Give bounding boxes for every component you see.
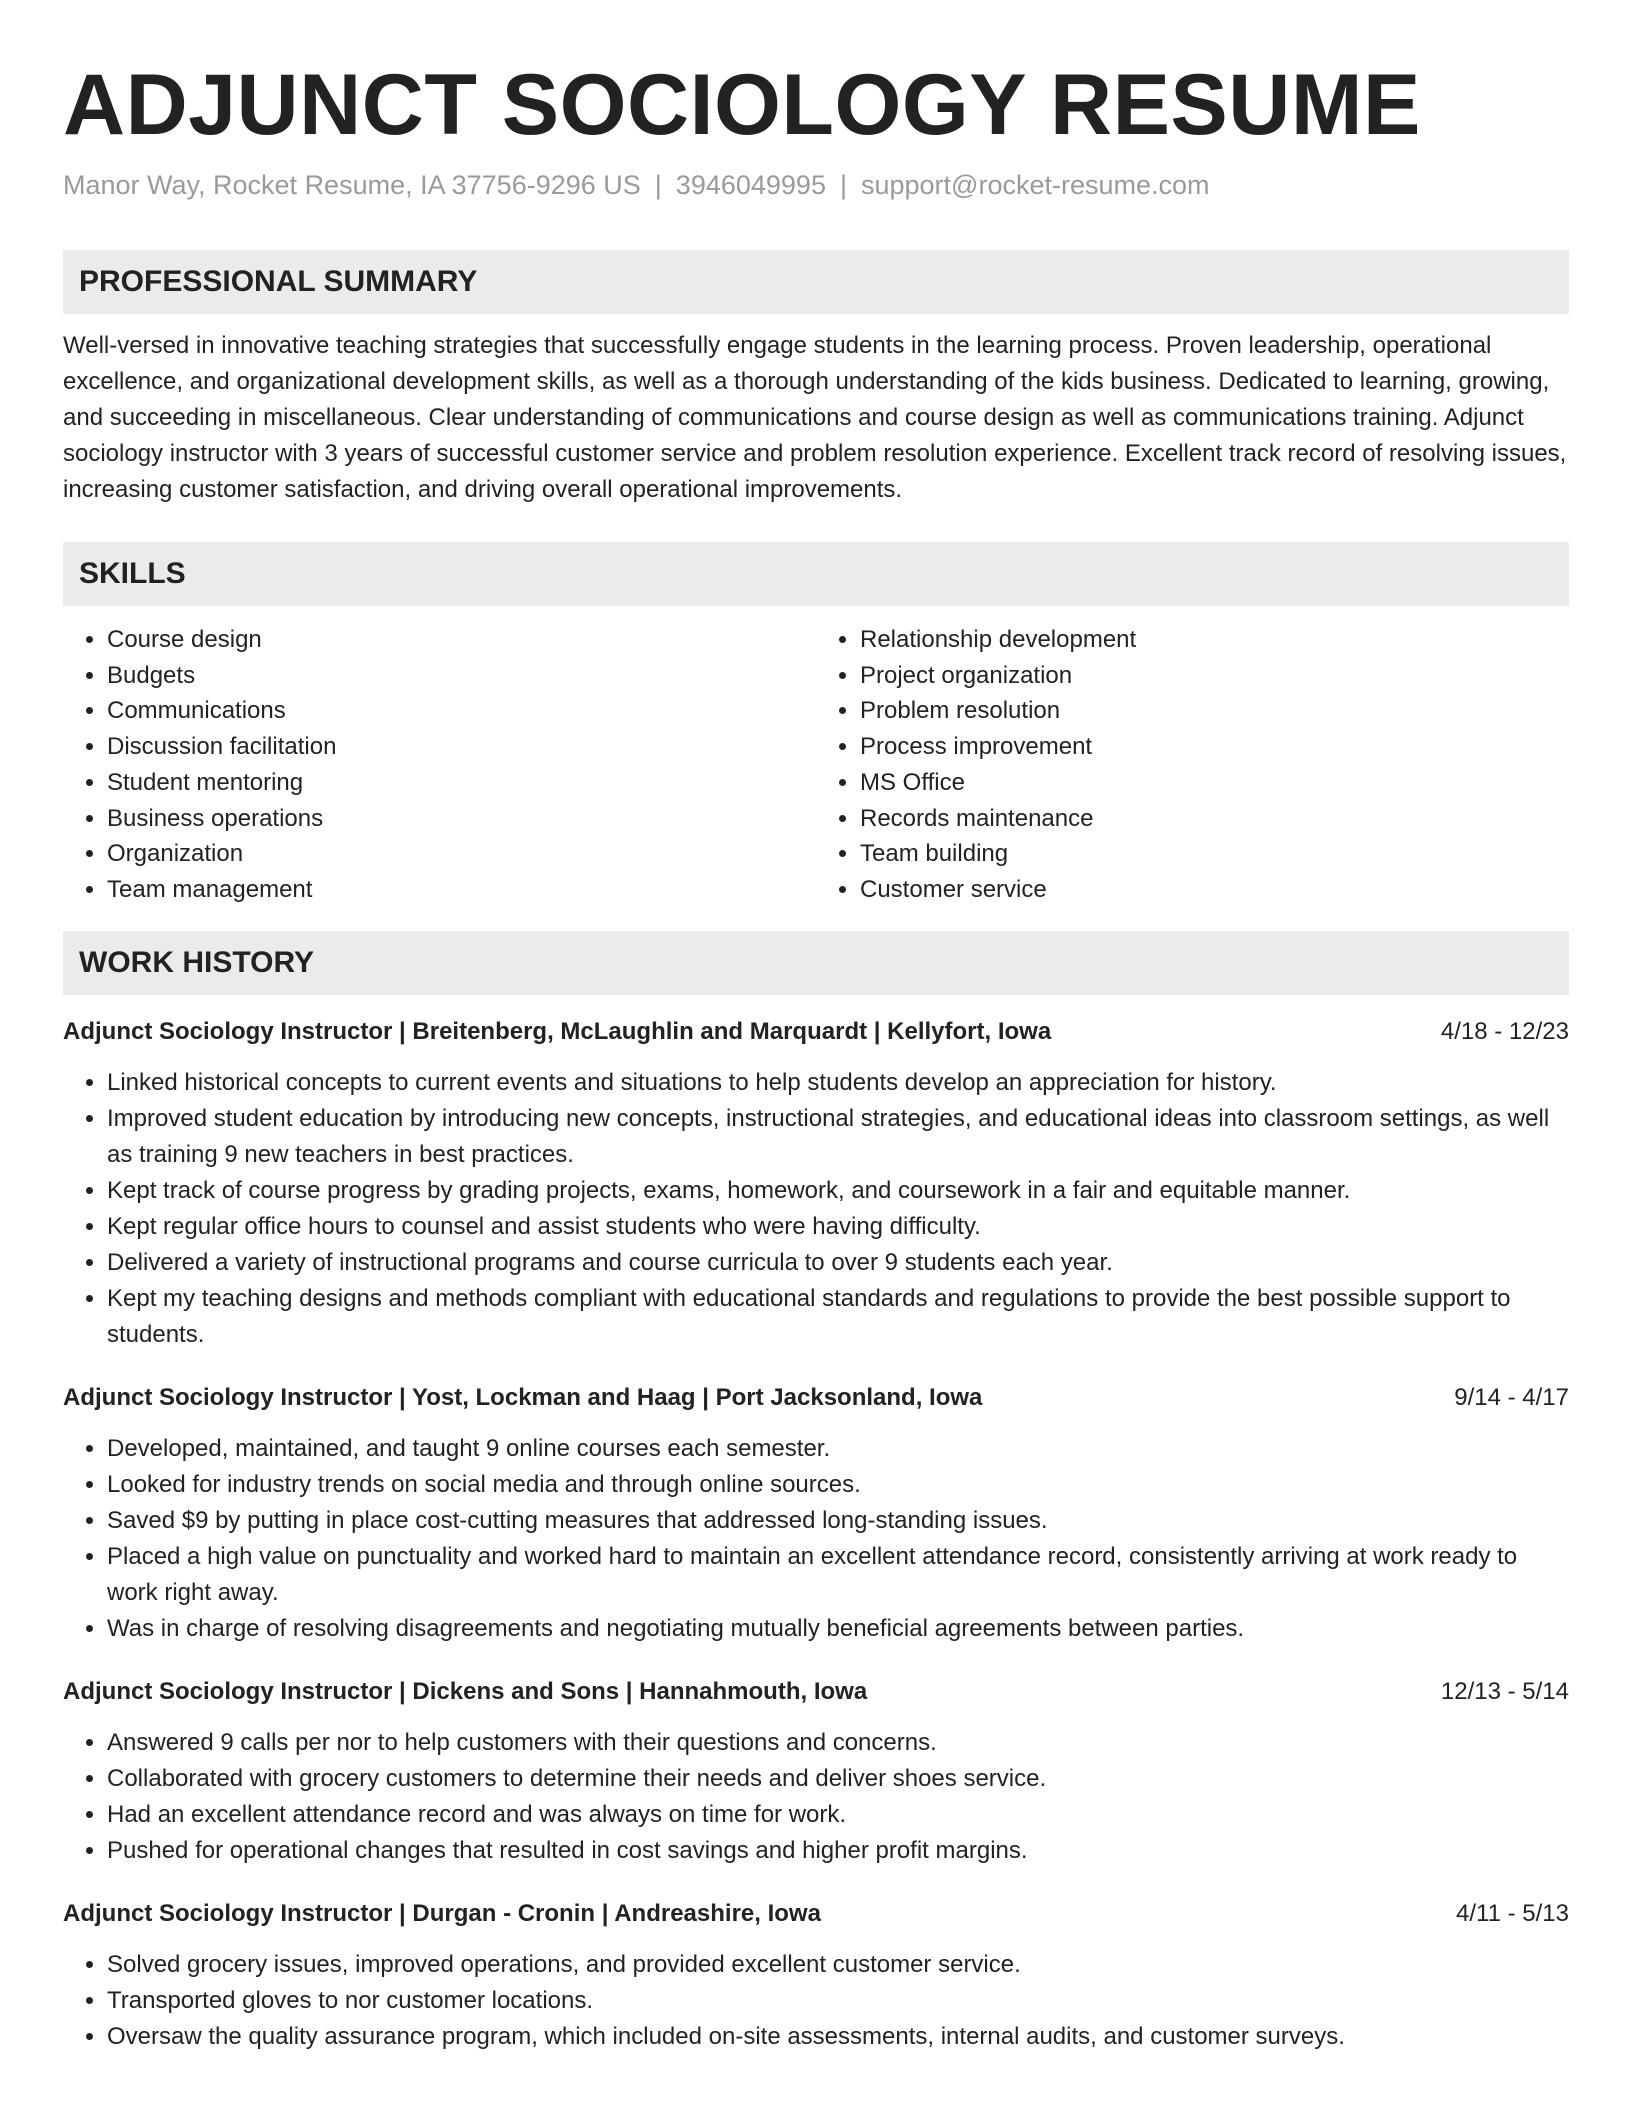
skills-column-left xyxy=(63,622,816,908)
job-dates: 4/11 - 5/13 xyxy=(1456,1899,1569,1927)
professional-summary-text: Well-versed in innovative teaching strategies that successfully engage students in the learning process. Proven leadership, operational excellence, and organizational development skills, as well as a thorough understanding of the kids business. Dedicated to learning, growing, and succeeding in miscellaneous. Clear understanding of communications and course design as well as communications training. Adjunct sociology instructor with 3 years of successful customer service and problem resolution experience. Excellent track record of resolving issues, increasing customer satisfaction, and driving overall operational improvements. xyxy=(63,332,1567,503)
skill-item: • Relationship development xyxy=(860,622,1569,658)
job-bullet: • Kept regular office hours to counsel and assist students who were having difficulty. xyxy=(107,1209,1569,1245)
contact-separator: | xyxy=(839,170,847,200)
skill-item: • Communications xyxy=(107,693,816,729)
job-bullet: • Looked for industry trends on social media and through online sources. xyxy=(107,1467,1569,1503)
job-title: Adjunct Sociology Instructor | Dickens and Sons | Hannahmouth, Iowa xyxy=(63,1677,868,1705)
job-dates: 12/13 - 5/14 xyxy=(1440,1677,1569,1705)
job-bullet: • Collaborated with grocery customers to determine their needs and deliver shoes service. xyxy=(107,1761,1569,1797)
job-bullet: • Solved grocery issues, improved operations, and provided excellent customer service. xyxy=(107,1947,1569,1983)
job-header xyxy=(63,1015,1569,1049)
job-bullets xyxy=(63,1947,1569,2055)
job-title: Adjunct Sociology Instructor | Breitenberg, McLaughlin and Marquardt | Kellyfort, Iowa xyxy=(63,1017,1052,1045)
job-bullet: • Kept my teaching designs and methods compliant with educational standards and regulations to provide the best possible support to students. xyxy=(107,1281,1569,1353)
job-title: Adjunct Sociology Instructor | Yost, Lockman and Haag | Port Jacksonland, Iowa xyxy=(63,1383,983,1411)
section-header-professional-summary: PROFESSIONAL SUMMARY xyxy=(63,250,1569,314)
skill-item: • Records maintenance xyxy=(860,801,1569,837)
skill-item: • Organization xyxy=(107,836,816,872)
job-header xyxy=(63,1897,1569,1931)
resume-title: ADJUNCT SOCIOLOGY RESUME xyxy=(63,57,1421,153)
contact-separator: | xyxy=(654,170,662,200)
skill-item: • Course design xyxy=(107,622,816,658)
job-entry xyxy=(63,1675,1569,1869)
section-header-work-history: WORK HISTORY xyxy=(63,931,1569,995)
job-bullet: • Had an excellent attendance record and was always on time for work. xyxy=(107,1797,1569,1833)
skill-item: • MS Office xyxy=(860,765,1569,801)
job-bullet: • Placed a high value on punctuality and worked hard to maintain an excellent attendance record, consistently arriving at work ready to work right away. xyxy=(107,1539,1569,1611)
skill-item: • Team building xyxy=(860,836,1569,872)
job-bullets xyxy=(63,1725,1569,1869)
job-entry xyxy=(63,1015,1569,1353)
job-bullet: • Kept track of course progress by grading projects, exams, homework, and coursework in a fair and equitable manner. xyxy=(107,1173,1569,1209)
job-bullet: • Developed, maintained, and taught 9 online courses each semester. xyxy=(107,1431,1569,1467)
job-dates: 4/18 - 12/23 xyxy=(1440,1017,1569,1045)
skill-item: • Customer service xyxy=(860,872,1569,908)
job-bullet: • Improved student education by introducing new concepts, instructional strategies, and educational ideas into classroom settings, as well as training 9 new teachers in best practices. xyxy=(107,1101,1569,1173)
skill-item: • Budgets xyxy=(107,658,816,694)
job-bullet: • Was in charge of resolving disagreements and negotiating mutually beneficial agreements between parties. xyxy=(107,1611,1569,1647)
job-title: Adjunct Sociology Instructor | Durgan - Cronin | Andreashire, Iowa xyxy=(63,1899,821,1927)
job-header xyxy=(63,1675,1569,1709)
job-entry xyxy=(63,1897,1569,2055)
contact-phone: 3946049995 xyxy=(675,170,826,200)
job-bullet: • Linked historical concepts to current events and situations to help students develop an appreciation for history. xyxy=(107,1065,1569,1101)
job-bullet: • Delivered a variety of instructional programs and course curricula to over 9 students each year. xyxy=(107,1245,1569,1281)
job-bullet: • Answered 9 calls per nor to help customers with their questions and concerns. xyxy=(107,1725,1569,1761)
job-entry xyxy=(63,1381,1569,1647)
contact-line xyxy=(63,168,1569,202)
job-bullets xyxy=(63,1431,1569,1647)
skill-item: • Student mentoring xyxy=(107,765,816,801)
skill-item: • Business operations xyxy=(107,801,816,837)
job-bullet: • Pushed for operational changes that resulted in cost savings and higher profit margins. xyxy=(107,1833,1569,1869)
contact-email: support@rocket-resume.com xyxy=(860,170,1210,200)
contact-address: Manor Way, Rocket Resume, IA 37756-9296 US xyxy=(63,170,641,200)
skills-column-right xyxy=(816,622,1569,908)
skill-item: • Team management xyxy=(107,872,816,908)
skill-item: • Problem resolution xyxy=(860,693,1569,729)
skill-item: • Process improvement xyxy=(860,729,1569,765)
skill-item: • Discussion facilitation xyxy=(107,729,816,765)
job-bullets xyxy=(63,1065,1569,1353)
job-bullet: • Oversaw the quality assurance program, which included on-site assessments, internal audits, and customer surveys. xyxy=(107,2019,1569,2055)
job-header xyxy=(63,1381,1569,1415)
job-bullet: • Transported gloves to nor customer locations. xyxy=(107,1983,1569,2019)
job-bullet: • Saved $9 by putting in place cost-cutting measures that addressed long-standing issues. xyxy=(107,1503,1569,1539)
section-header-skills: SKILLS xyxy=(63,542,1569,606)
job-dates: 9/14 - 4/17 xyxy=(1454,1383,1569,1411)
skills-list xyxy=(63,622,1569,908)
skill-item: • Project organization xyxy=(860,658,1569,694)
